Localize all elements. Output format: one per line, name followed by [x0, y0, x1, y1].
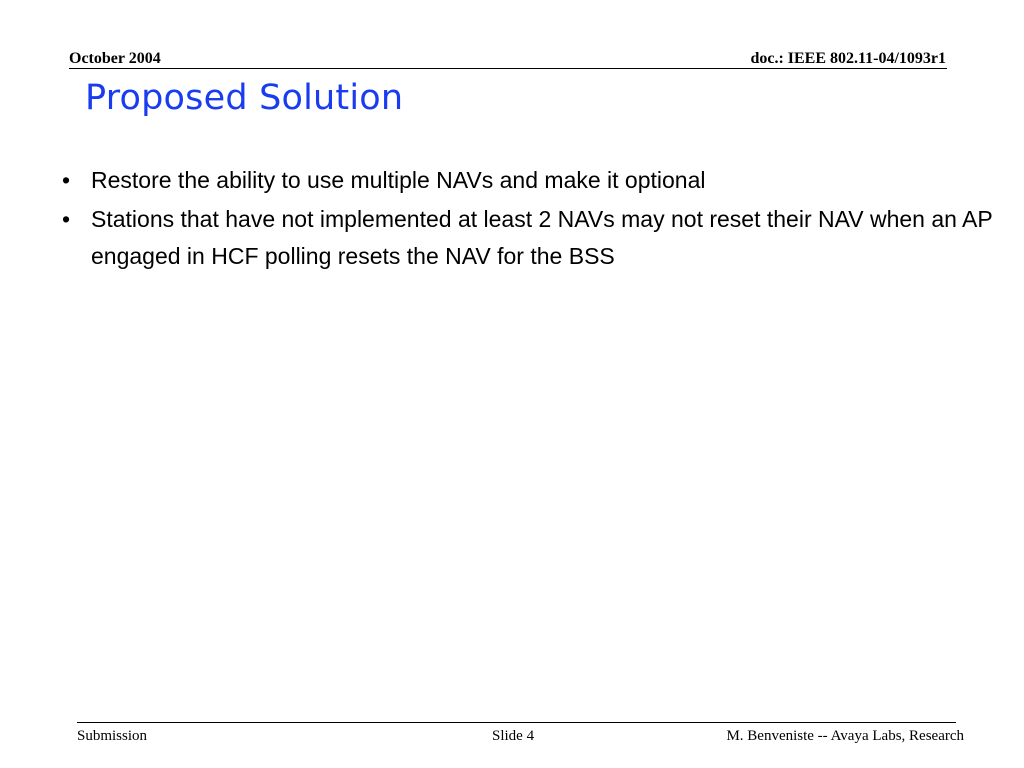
slide-title: Proposed Solution: [85, 78, 404, 118]
bullet-marker: •: [61, 206, 71, 232]
bullet-item: [56, 201, 996, 275]
bullet-marker: •: [61, 167, 71, 193]
footer-divider: [77, 722, 956, 723]
footer-submission: Submission: [77, 728, 148, 744]
bullet-item: [56, 162, 996, 199]
bullet-list: [56, 162, 996, 277]
bullet-text: Restore the ability to use multiple NAVs and make it optional: [91, 167, 706, 193]
footer-slide-number: Slide 4: [492, 728, 535, 744]
header-date: October 2004: [69, 50, 161, 67]
header-doc-id: doc.: IEEE 802.11-04/1093r1: [750, 50, 946, 67]
bullet-text: Stations that have not implemented at least 2 NAVs may not reset their NAV when an AP engaged in HCF polling resets the NAV for the BSS: [91, 206, 993, 269]
header-divider: [69, 68, 947, 69]
footer-author: M. Benveniste -- Avaya Labs, Research: [726, 728, 964, 744]
